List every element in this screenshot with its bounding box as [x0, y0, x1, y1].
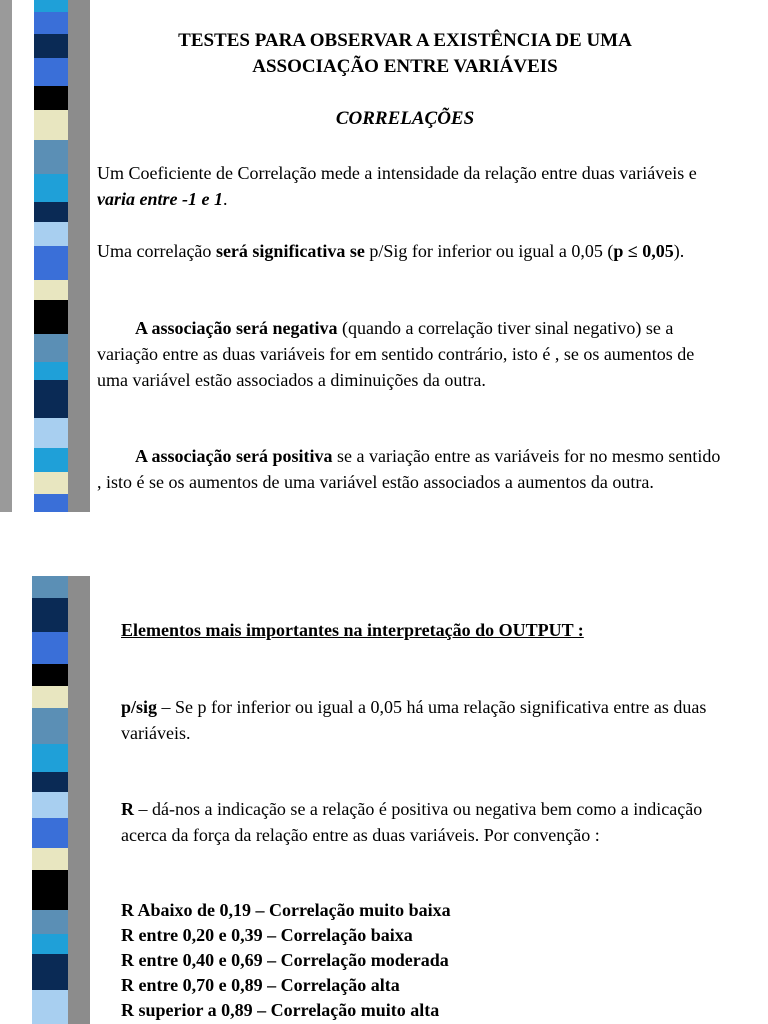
strip-block: [34, 174, 72, 202]
list-item: R entre 0,70 e 0,89 – Correlação alta: [121, 975, 400, 995]
strip-block: [34, 202, 72, 222]
strip-block: [34, 58, 72, 86]
strip-grey-left: [0, 0, 12, 512]
strip-block: [34, 0, 72, 12]
paragraph-negative: A associação será negativa (quando a correlação tiver sinal negativo) se a variação entre as duas variáveis for em sentido contrário, isto é , se os aumentos de uma variável estão associados a diminuições da outra.: [97, 318, 695, 390]
paragraph-significance: Uma correlação será significativa se p/Sig for inferior ou igual a 0,05 (p ≤ 0,05).: [97, 241, 685, 261]
strip-block: [34, 362, 72, 380]
strip-block: [32, 664, 70, 686]
strip-block: [34, 418, 72, 448]
strip-block: [32, 818, 70, 848]
strip-block: [32, 598, 70, 632]
strip-block: [34, 300, 72, 334]
decorative-strip: [0, 0, 90, 512]
paragraph-psig: p/sig – Se p for inferior ou igual a 0,05 há uma relação significativa entre as duas variáveis.: [121, 697, 707, 743]
strip-block: [34, 380, 72, 418]
paragraph-positive: A associação será positiva se a variação entre as variáveis for no mesmo sentido , isto é se os aumentos de uma variável estão associados a aumentos da outra.: [97, 446, 721, 492]
slide-2: [0, 576, 768, 1024]
strip-grey-bar: [68, 0, 90, 512]
paragraph-coefficient: Um Coeficiente de Correlação mede a intensidade da relação entre duas variáveis e varia entre -1 e 1.: [97, 163, 697, 209]
strip-block: [34, 12, 72, 34]
strip-block: [32, 744, 70, 772]
strip-block: [34, 34, 72, 58]
list-item: R entre 0,20 e 0,39 – Correlação baixa: [121, 925, 413, 945]
strip-block: [32, 870, 70, 910]
strip-block: [32, 792, 70, 818]
strip-block: [32, 686, 70, 708]
strip-block: [34, 494, 72, 512]
strip-block: [34, 110, 72, 140]
title-line-2: ASSOCIAÇÃO ENTRE VARIÁVEIS: [252, 56, 558, 77]
strip-color-blocks: [32, 576, 70, 1024]
strip-left-margin: [0, 576, 30, 1024]
strip-block: [32, 576, 70, 598]
strip-block: [32, 632, 70, 664]
output-heading: Elementos mais importantes na interpretação do OUTPUT :: [121, 620, 584, 640]
strip-block: [34, 140, 72, 174]
decorative-strip: [0, 576, 90, 1024]
strip-block: [32, 954, 70, 990]
strip-block: [32, 708, 70, 744]
page-gap: [0, 512, 768, 576]
strip-block: [34, 246, 72, 280]
strip-block: [32, 990, 70, 1024]
section-subtitle: CORRELAÇÕES: [335, 108, 475, 129]
list-item: R entre 0,40 e 0,69 – Correlação moderada: [121, 950, 449, 970]
strip-color-blocks: [34, 0, 72, 512]
strip-block: [34, 222, 72, 246]
strip-block: [34, 472, 72, 494]
strip-block: [32, 910, 70, 934]
list-item: R superior a 0,89 – Correlação muito alta: [121, 1000, 440, 1020]
strip-block: [34, 448, 72, 472]
r-scale-list: [121, 898, 721, 1023]
paragraph-r: R – dá-nos a indicação se a relação é positiva ou negativa bem como a indicação acerca da força da relação entre as duas variáveis. Por convenção :: [121, 799, 703, 845]
strip-block: [32, 934, 70, 954]
strip-block: [32, 848, 70, 870]
strip-block: [34, 334, 72, 362]
slide-title: [110, 28, 700, 80]
strip-block: [32, 772, 70, 792]
strip-grey-bar: [68, 576, 90, 1024]
title-line-1: TESTES PARA OBSERVAR A EXISTÊNCIA DE UMA: [178, 30, 632, 51]
list-item: R Abaixo de 0,19 – Correlação muito baixa: [121, 900, 451, 920]
strip-block: [34, 280, 72, 300]
strip-block: [34, 86, 72, 110]
